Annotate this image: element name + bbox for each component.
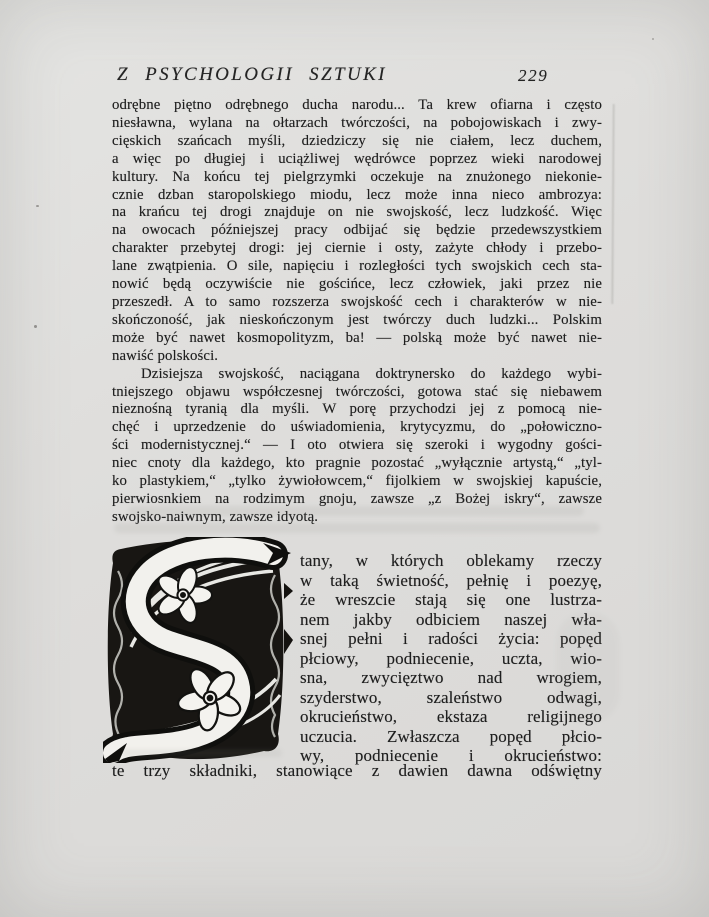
text-line: nieznośną tyranią dla myśli. W porę przychodzi jej z pomocą nie-: [112, 401, 602, 418]
text-line: płciowy, podniecenie, uczta, wio-: [300, 648, 602, 668]
text-line: nawiść polskości.: [112, 347, 219, 364]
text-line: niesławna, wylana na ołtarzach twórczości, na pobojowiskach i zwy-: [112, 114, 602, 131]
text-line: a więc po długiej i uciążliwej wędrówce poprzez wieki narodowej: [112, 150, 602, 167]
drop-cap-illustration: [103, 537, 293, 763]
closing-text-line: te trzy składniki, stanowiące z dawien dawna odświętny: [112, 761, 602, 780]
text-line: przeszedł. A to samo rozszerza swojskość cech i charakterów w nie-: [112, 293, 602, 310]
text-line: odrębne piętno odrębnego ducha narodu... Ta krew ofiarna i często: [112, 97, 602, 113]
text-line: snej pełni i radości życia: popęd: [300, 629, 602, 648]
text-line: kultury. Na końcu tej pielgrzymki oczekuje na znużonego niekonie-: [112, 168, 602, 185]
ink-speck: [34, 325, 37, 328]
text-line: ko plastykiem,“ „tylko żywiołowcem,“ fijolkiem w swojskiej kapuście,: [112, 473, 602, 490]
text-line: szyderstwo, szaleństwo odwagi,: [300, 687, 602, 707]
text-line: cznie dzban staropolskiego miodu, lecz może inna nieco ambrozya:: [112, 186, 602, 203]
text-line: może być nawet kosmopolityzm, ba! — polską może być nawet nie-: [112, 329, 602, 346]
text-line: tany, w których oblekamy rzeczy: [300, 551, 602, 570]
text-line: sna, zwycięztwo nad wrogiem,: [300, 668, 602, 687]
page-crease: [611, 104, 614, 304]
text-line: pierwiosnkiem na rodzimym gnoju, zawsze „z Bożej iskry“, zawsze: [112, 490, 602, 507]
page-number: 229: [518, 66, 549, 85]
drop-cap-initial-s: [103, 537, 293, 763]
text-line: Dzisiejsza swojskość, naciągana doktrynersko do każdego wybi-: [141, 365, 602, 382]
text-line: tniejszego objawu współczesnej twórczości, gotowa stać się niebawem: [112, 383, 602, 400]
text-line: nowić będą oczywiście nie gościńce, lecz człowiek, jaki przez nie: [112, 276, 602, 293]
text-line: charakter przebytej drogi: jej ciernie i osty, zażyte chłody i przebo-: [112, 240, 602, 257]
text-line: uczucia. Zwłaszcza popęd płcio-: [300, 726, 602, 746]
text-line: na owocach późniejszej pracy odbijać się będzie przedewszystkiem: [112, 222, 602, 239]
paragraph-2: [112, 366, 602, 527]
text-line: że wreszcie stają się one lustrza-: [300, 590, 602, 609]
text-line: chęć i uprzedzenie do uświadomienia, krytycyzmu, do „połowiczno-: [112, 419, 602, 436]
text-line: na krańcu tej drogi znajduje on nie swojskość, lecz ludzkość. Więc: [112, 204, 602, 221]
text-line: lane zwątpienia. O sile, napięciu i rozległości tych swojskich cech sta-: [112, 258, 602, 275]
text-line: niec cnoty dla każdego, kto pragnie pozostać „wyłącznie artystą,“ „tyl-: [112, 455, 602, 472]
running-header-title: Z PSYCHOLOGII SZTUKI: [117, 64, 387, 85]
paragraph-1: [112, 97, 602, 366]
text-line: w taką świetność, pełnię i poezyę,: [300, 570, 602, 590]
text-line: swojsko-naiwnym, zawsze idyotą.: [112, 508, 319, 525]
ink-speck: [36, 205, 39, 207]
text-line: skończoność, jak nieskończonym jest twórczy duch ludzki... Polskim: [112, 311, 602, 328]
main-text-block: [112, 97, 602, 527]
text-line: wy, podniecenie i okrucieństwo:: [300, 746, 602, 765]
drop-cap-text-column: [300, 551, 602, 766]
edge-tip-1: [284, 583, 293, 599]
ink-speck: [652, 38, 654, 40]
text-line: nem jakby odbiciem naszej wła-: [300, 609, 602, 629]
text-line: okrucieństwo, ekstaza religijnego: [300, 707, 602, 726]
text-line: cięskich szańcach myśli, dziedziczy się nie ciałem, lecz duchem,: [112, 132, 602, 149]
text-line: ści modernistycznej.“ — I oto otwiera się szeroki i wygodny gości-: [112, 437, 602, 454]
edge-tip-2: [284, 629, 293, 654]
